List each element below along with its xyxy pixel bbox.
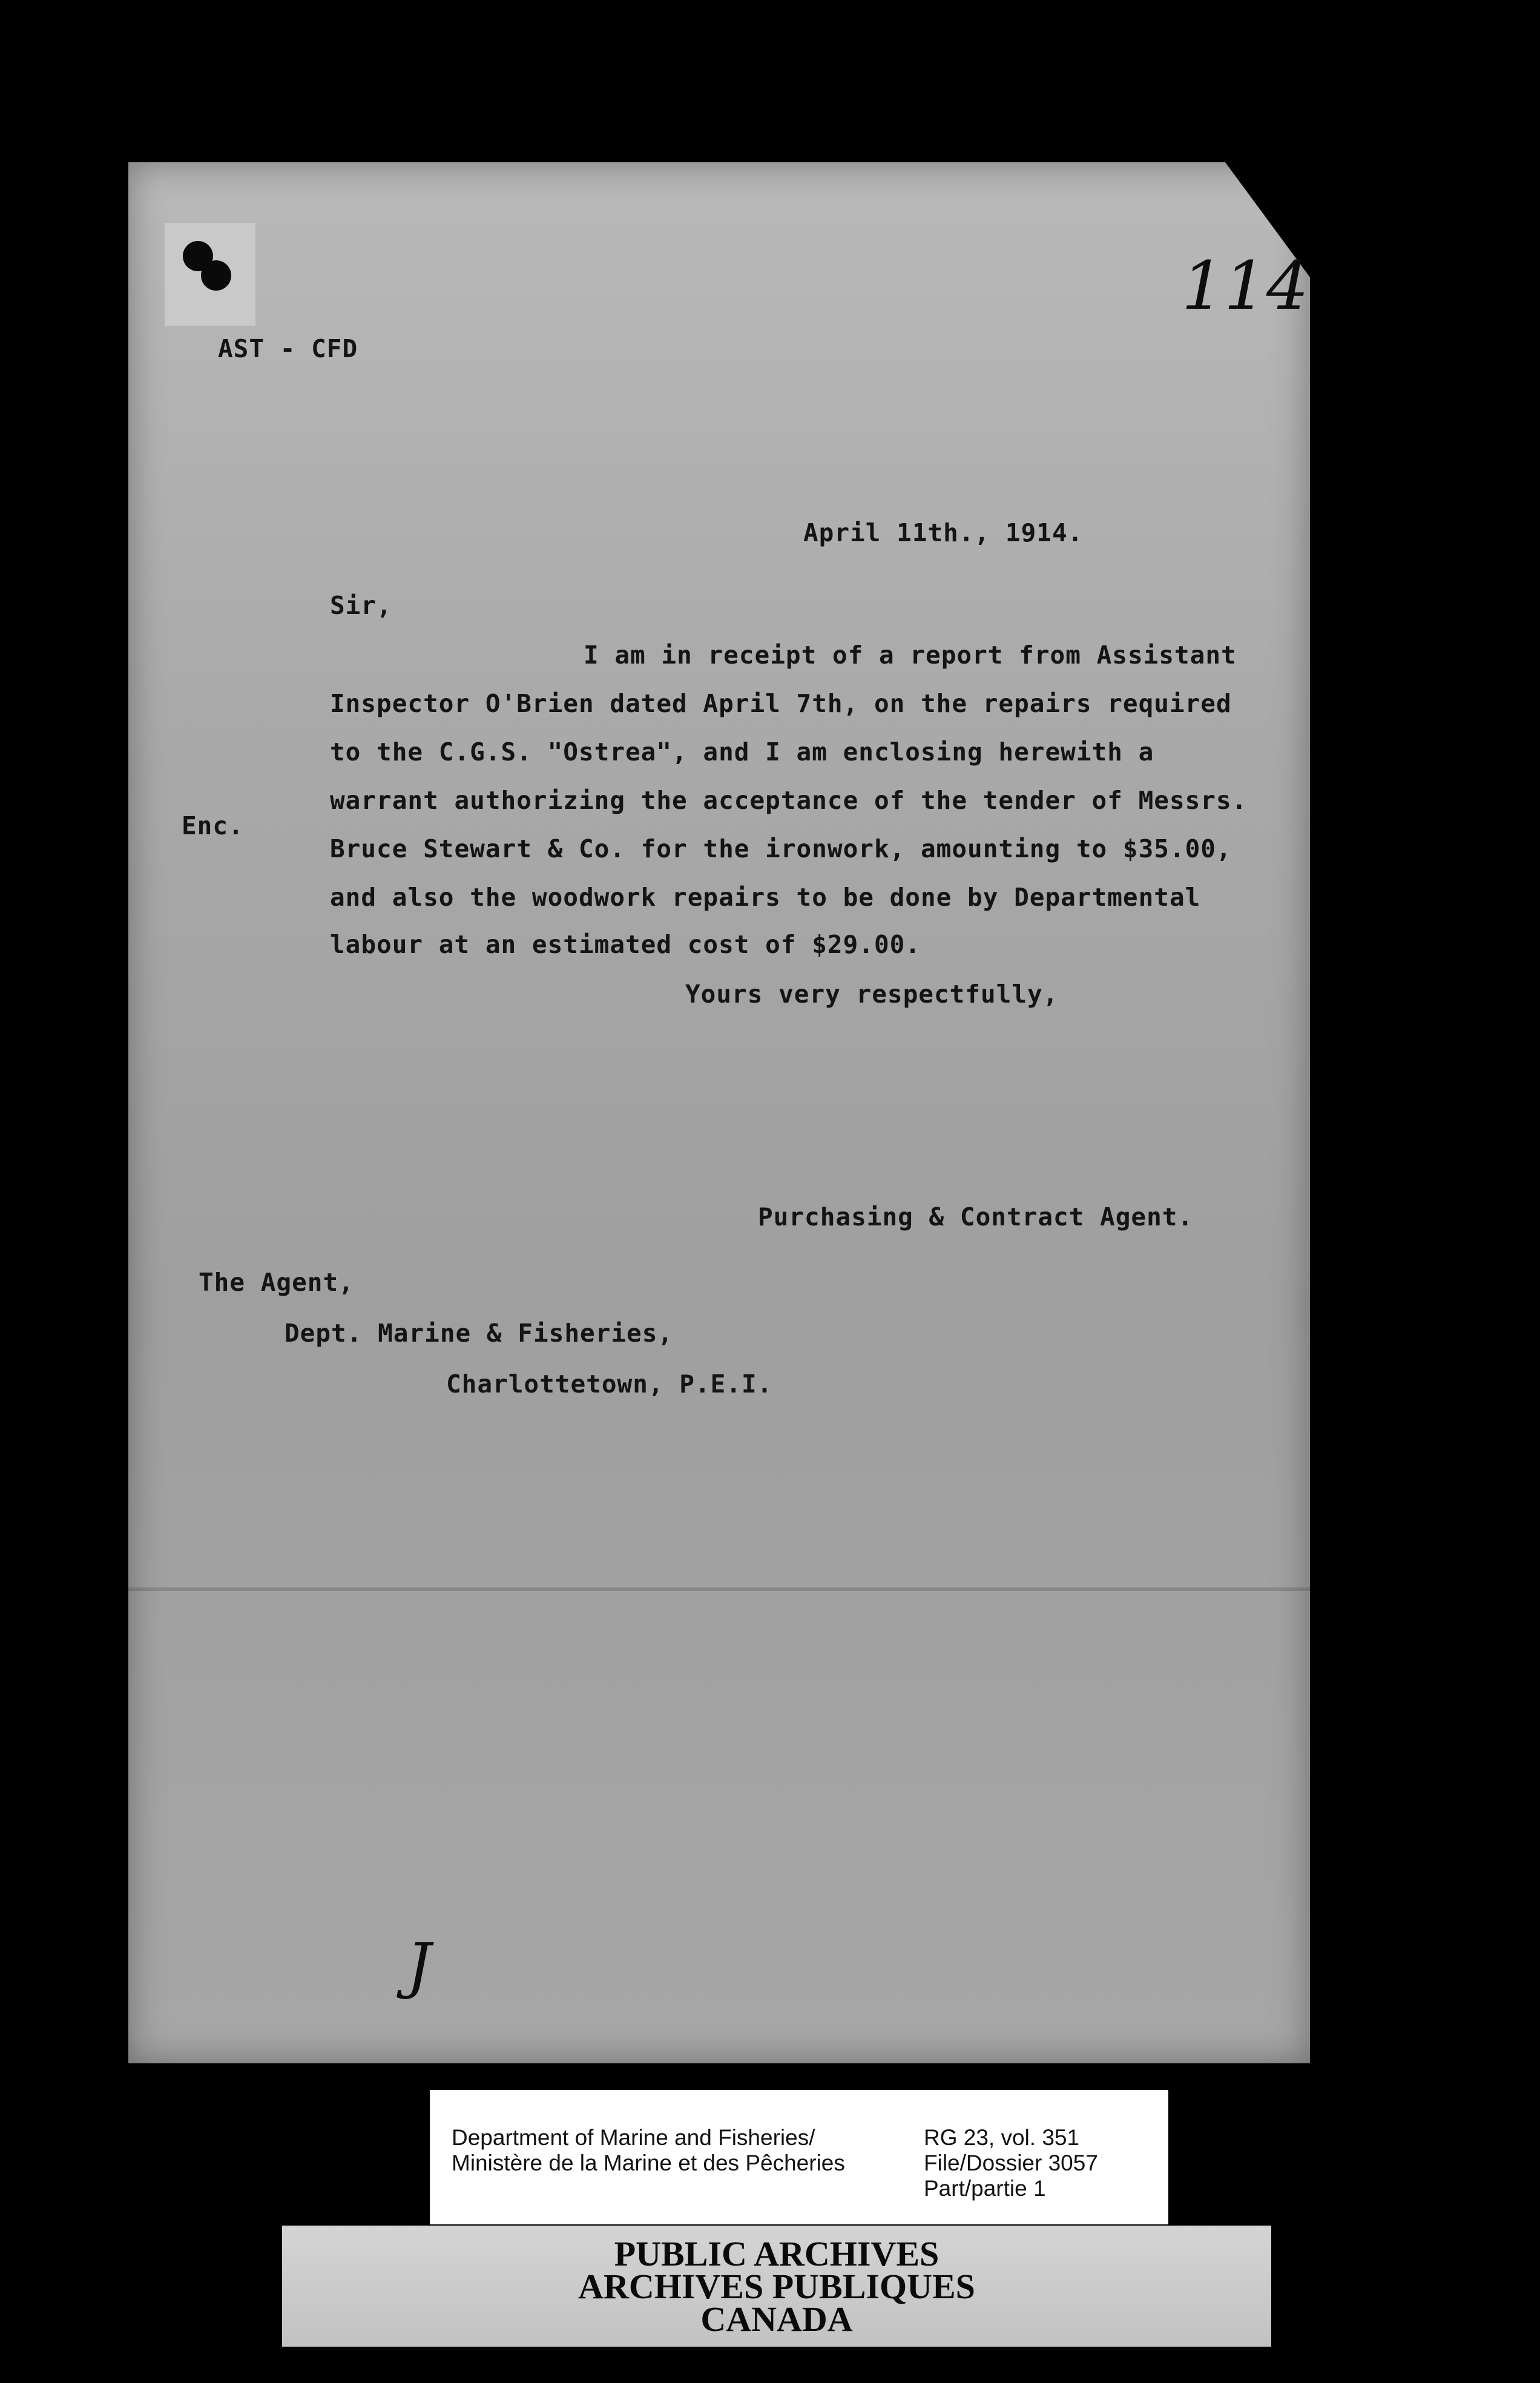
archive-label [430,2090,1168,2224]
fold-line [128,1587,1310,1591]
stamp-line: PUBLIC ARCHIVES [614,2234,939,2273]
salutation: Sir, [330,591,392,620]
reference-line: File/Dossier 3057 [924,2151,1098,2175]
body-line: labour at an estimated cost of $29.00. [330,930,921,959]
reference-line: RG 23, vol. 351 [924,2125,1080,2150]
stamp-line: ARCHIVES PUBLIQUES [578,2267,975,2306]
addressee-line: Dept. Marine & Fisheries, [285,1319,674,1348]
stamp-line: CANADA [700,2299,853,2339]
body-line: to the C.G.S. "Ostrea", and I am enclosing herewith a [330,737,1154,766]
body-line: warrant authorizing the acceptance of the tender of Messrs. [330,786,1248,815]
department-line: Department of Marine and Fisheries/ [452,2125,815,2150]
enclosure-note: Enc. [182,811,244,840]
reference-line: Part/partie 1 [924,2176,1046,2201]
page-number: 114 [1182,247,1309,325]
body-line: I am in receipt of a report from Assistant [584,641,1237,670]
file-reference: AST - CFD [218,334,358,363]
handwritten-initial: J [407,1930,432,2001]
signature-title: Purchasing & Contract Agent. [758,1202,1194,1231]
punch-hole-icon [201,260,231,291]
body-line: and also the woodwork repairs to be done by Departmental [330,883,1201,912]
body-line: Bruce Stewart & Co. for the ironwork, amounting to $35.00, [330,834,1232,863]
letter-date: April 11th., 1914. [803,518,1084,547]
department-line: Ministère de la Marine et des Pêcheries [452,2151,845,2175]
punch-holes [165,223,255,326]
addressee-line: The Agent, [199,1268,354,1297]
letter-page [128,162,1310,2063]
addressee-line: Charlottetown, P.E.I. [446,1369,773,1399]
body-line: Inspector O'Brien dated April 7th, on the repairs required [330,689,1232,718]
archive-stamp [282,2226,1271,2347]
closing: Yours very respectfully, [685,980,1059,1009]
